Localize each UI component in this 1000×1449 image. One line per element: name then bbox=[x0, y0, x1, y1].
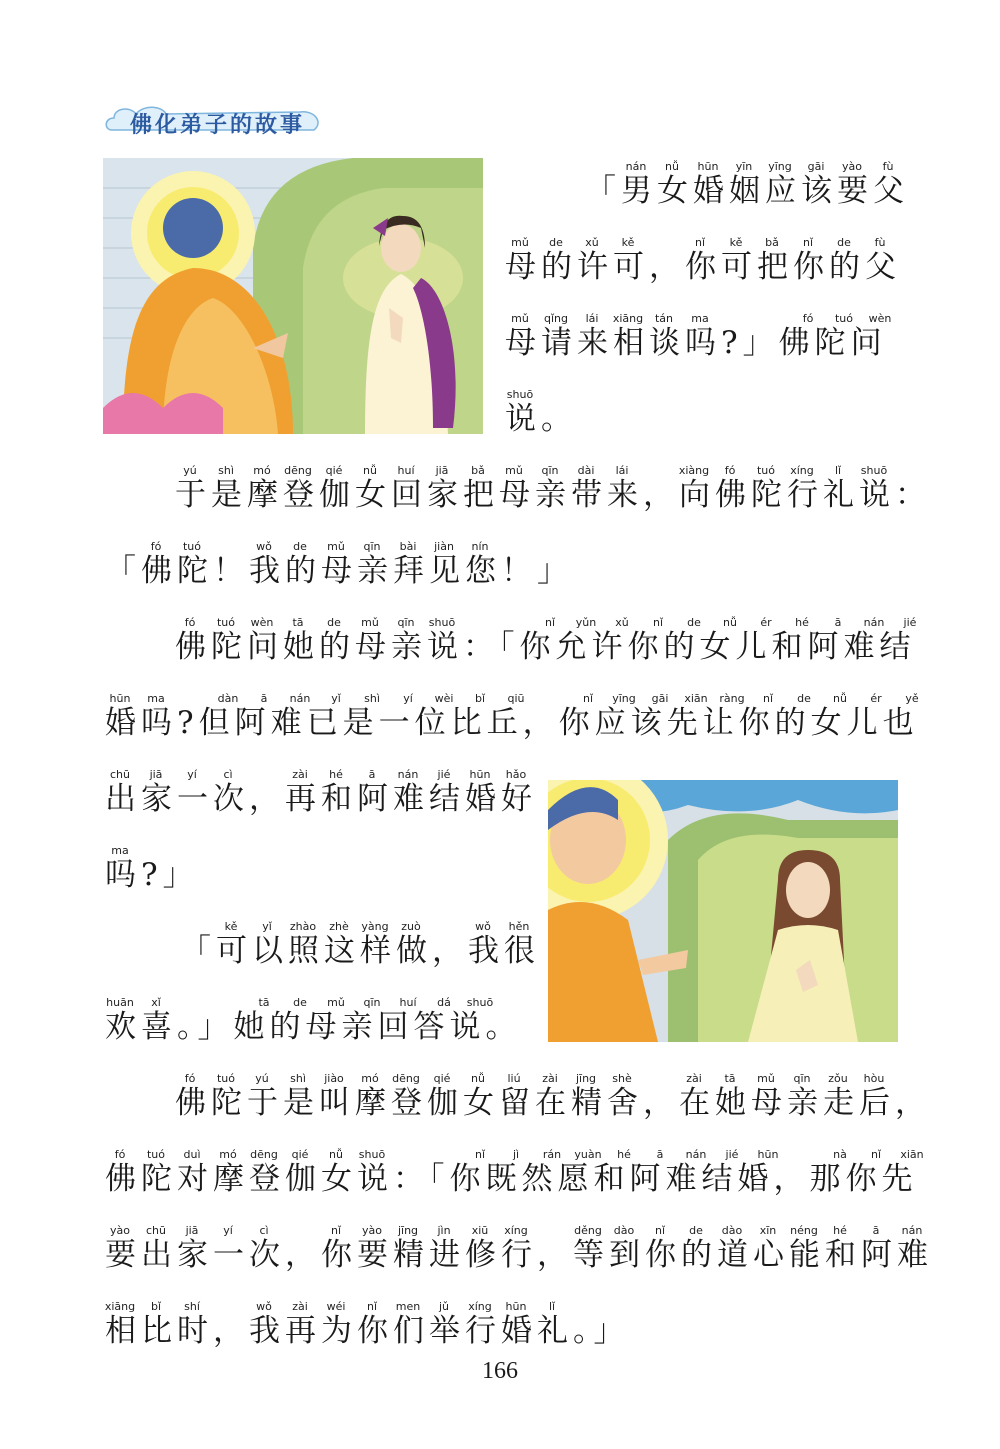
pinyin-syllable: dá bbox=[437, 996, 451, 1009]
illustration-buddha-and-mother bbox=[548, 780, 898, 1042]
pinyin-syllable: ā bbox=[834, 616, 842, 629]
pinyin-syllable: hé bbox=[329, 768, 343, 781]
text-line-5 bbox=[175, 464, 931, 534]
text-line-15 bbox=[105, 1224, 933, 1294]
pinyin-syllable: gāi bbox=[807, 160, 825, 173]
pinyin-syllable: ā bbox=[656, 1148, 664, 1161]
pinyin-syllable: zài bbox=[686, 1072, 702, 1085]
pinyin-syllable: zài bbox=[292, 768, 308, 781]
pinyin-syllable: xǔ bbox=[615, 616, 629, 629]
pinyin-syllable: yīng bbox=[612, 692, 636, 705]
pinyin-syllable: huí bbox=[399, 996, 417, 1009]
pinyin-syllable: yàng bbox=[361, 920, 389, 933]
pinyin-syllable: duì bbox=[183, 1148, 201, 1161]
pinyin-syllable: jiàn bbox=[434, 540, 454, 553]
pinyin-syllable: nǐ bbox=[694, 236, 706, 249]
pinyin-syllable: nǐ bbox=[544, 616, 556, 629]
pinyin-syllable: mǔ bbox=[327, 996, 345, 1009]
pinyin-syllable: hūn bbox=[697, 160, 719, 173]
text-hanzi: 「可以照这样做，我很 bbox=[180, 933, 540, 969]
pinyin-syllable: yuàn bbox=[574, 1148, 602, 1161]
pinyin-syllable: dēng bbox=[250, 1148, 278, 1161]
pinyin-syllable: jiā bbox=[435, 464, 449, 477]
pinyin-syllable: mǔ bbox=[511, 312, 529, 325]
pinyin-syllable: bǎ bbox=[471, 464, 485, 477]
pinyin-syllable: mǔ bbox=[361, 616, 379, 629]
pinyin-syllable: rán bbox=[542, 1148, 562, 1161]
text-hanzi: 母的许可，你可把你的父 bbox=[505, 249, 901, 285]
text-hanzi: 说。 bbox=[505, 401, 577, 437]
pinyin-syllable: nán bbox=[289, 692, 311, 705]
book-title: 佛化弟子的故事 bbox=[130, 112, 306, 138]
pinyin-syllable: tuó bbox=[756, 464, 776, 477]
pinyin-syllable: nǐ bbox=[582, 692, 594, 705]
text-hanzi: 相比时，我再为你们举行婚礼。」 bbox=[105, 1313, 630, 1349]
pinyin-syllable: mó bbox=[361, 1072, 379, 1085]
text-hanzi: 「男女婚姻应该要父 bbox=[585, 173, 909, 209]
chapter-header bbox=[100, 100, 330, 144]
pinyin-syllable: yīng bbox=[768, 160, 792, 173]
pinyin-syllable: shuō bbox=[506, 388, 534, 401]
pinyin-syllable: fó bbox=[150, 540, 162, 553]
pinyin-syllable: nán bbox=[625, 160, 647, 173]
text-hanzi: 婚吗?但阿难已是一位比丘，你应该先让你的女儿也 bbox=[105, 705, 919, 741]
pinyin-syllable: lǐ bbox=[834, 464, 842, 477]
pinyin-syllable: de bbox=[687, 616, 701, 629]
pinyin-syllable: tuó bbox=[182, 540, 202, 553]
pinyin-syllable: dào bbox=[721, 1224, 743, 1237]
pinyin-syllable: yě bbox=[905, 692, 919, 705]
pinyin-syllable: fó bbox=[184, 616, 196, 629]
text-hanzi: 出家一次，再和阿难结婚好 bbox=[105, 781, 537, 817]
pinyin-syllable: hǎo bbox=[505, 768, 527, 781]
pinyin-syllable: nǐ bbox=[366, 1300, 378, 1313]
pinyin-syllable: wéi bbox=[326, 1300, 346, 1313]
pinyin-syllable: zài bbox=[292, 1300, 308, 1313]
text-line-9 bbox=[105, 768, 535, 838]
text-line-14 bbox=[105, 1148, 924, 1218]
pinyin-syllable: de bbox=[327, 616, 341, 629]
pinyin-syllable: zǒu bbox=[828, 1072, 848, 1085]
illustration-buddha-and-maiden bbox=[103, 158, 483, 434]
pinyin-syllable: wèn bbox=[250, 616, 274, 629]
pinyin-syllable: jìn bbox=[437, 1224, 451, 1237]
pinyin-syllable: yào bbox=[362, 1224, 382, 1237]
pinyin-syllable: yǐ bbox=[331, 692, 341, 705]
text-line-1 bbox=[585, 160, 909, 230]
pinyin-syllable: nǚ bbox=[471, 1072, 485, 1085]
pinyin-syllable: zhào bbox=[289, 920, 317, 933]
text-hanzi: 「佛陀！我的母亲拜见您！」 bbox=[105, 553, 573, 589]
pinyin-syllable: jiào bbox=[324, 1072, 344, 1085]
text-line-7 bbox=[175, 616, 917, 686]
pinyin-syllable: bǐ bbox=[474, 692, 486, 705]
text-line-11 bbox=[180, 920, 540, 990]
pinyin-syllable: kě bbox=[224, 920, 238, 933]
pinyin-syllable: hé bbox=[795, 616, 809, 629]
pinyin-syllable: mǔ bbox=[505, 464, 523, 477]
pinyin-syllable: xiān bbox=[684, 692, 708, 705]
pinyin-syllable: děng bbox=[574, 1224, 602, 1237]
text-hanzi: 欢喜。」她的母亲回答说。 bbox=[105, 1009, 522, 1045]
pinyin-syllable: yí bbox=[187, 768, 197, 781]
pinyin-syllable: néng bbox=[790, 1224, 818, 1237]
text-hanzi: 母请来相谈吗?」佛陀问 bbox=[505, 325, 887, 361]
pinyin-syllable: bài bbox=[399, 540, 417, 553]
pinyin-syllable: cì bbox=[223, 768, 233, 781]
pinyin-syllable: nán bbox=[901, 1224, 923, 1237]
pinyin-syllable: hé bbox=[617, 1148, 631, 1161]
pinyin-syllable: qīn bbox=[363, 996, 381, 1009]
pinyin-syllable: ā bbox=[368, 768, 376, 781]
pinyin-syllable: shuō bbox=[358, 1148, 386, 1161]
pinyin-syllable: mǔ bbox=[757, 1072, 775, 1085]
pinyin-syllable: qié bbox=[433, 1072, 451, 1085]
pinyin-syllable: lái bbox=[615, 464, 629, 477]
pinyin-syllable: mǔ bbox=[327, 540, 345, 553]
pinyin-syllable: xíng bbox=[468, 1300, 492, 1313]
pinyin-syllable: qié bbox=[325, 464, 343, 477]
pinyin-syllable: dàn bbox=[217, 692, 239, 705]
pinyin-syllable: nán bbox=[863, 616, 885, 629]
text-line-8 bbox=[105, 692, 919, 762]
pinyin-syllable: yí bbox=[223, 1224, 233, 1237]
pinyin-syllable: nǚ bbox=[723, 616, 737, 629]
pinyin-syllable: zuò bbox=[401, 920, 421, 933]
text-hanzi: 佛陀问她的母亲说：「你允许你的女儿和阿难结 bbox=[175, 629, 916, 665]
text-line-4 bbox=[505, 388, 905, 458]
pinyin-syllable: nǚ bbox=[833, 692, 847, 705]
pinyin-syllable: jì bbox=[512, 1148, 520, 1161]
pinyin-syllable: xiū bbox=[471, 1224, 489, 1237]
pinyin-syllable: nǐ bbox=[652, 616, 664, 629]
pinyin-syllable: hūn bbox=[469, 768, 491, 781]
pinyin-syllable: lǐ bbox=[548, 1300, 556, 1313]
pinyin-syllable: gāi bbox=[651, 692, 669, 705]
pinyin-syllable: mǔ bbox=[511, 236, 529, 249]
pinyin-syllable: chū bbox=[110, 768, 130, 781]
pinyin-syllable: de bbox=[549, 236, 563, 249]
pinyin-syllable: yǐ bbox=[262, 920, 272, 933]
pinyin-syllable: kě bbox=[729, 236, 743, 249]
pinyin-syllable: dēng bbox=[392, 1072, 420, 1085]
pinyin-syllable: ā bbox=[260, 692, 268, 705]
pinyin-syllable: yào bbox=[110, 1224, 130, 1237]
pinyin-syllable: yào bbox=[842, 160, 862, 173]
pinyin-syllable: tuó bbox=[834, 312, 854, 325]
pinyin-syllable: ma bbox=[111, 844, 129, 857]
pinyin-syllable: hěn bbox=[508, 920, 530, 933]
pinyin-syllable: shuō bbox=[860, 464, 888, 477]
pinyin-syllable: de bbox=[293, 540, 307, 553]
text-line-3 bbox=[505, 312, 905, 382]
text-hanzi: 佛陀对摩登伽女说：「你既然愿和阿难结婚，那你先 bbox=[105, 1161, 918, 1197]
pinyin-syllable: qǐng bbox=[544, 312, 568, 325]
pinyin-syllable: xīn bbox=[759, 1224, 777, 1237]
pinyin-syllable: jīng bbox=[575, 1072, 597, 1085]
pinyin-syllable: dài bbox=[577, 464, 595, 477]
pinyin-syllable: xiāng bbox=[612, 312, 644, 325]
pinyin-syllable: xíng bbox=[790, 464, 814, 477]
pinyin-syllable: ma bbox=[147, 692, 165, 705]
pinyin-syllable: shì bbox=[290, 1072, 306, 1085]
pinyin-syllable: tuó bbox=[146, 1148, 166, 1161]
pinyin-syllable: bǎ bbox=[765, 236, 779, 249]
pinyin-syllable: nǚ bbox=[665, 160, 679, 173]
pinyin-syllable: mó bbox=[219, 1148, 237, 1161]
pinyin-syllable: wǒ bbox=[256, 540, 272, 553]
pinyin-syllable: dēng bbox=[284, 464, 312, 477]
pinyin-syllable: fó bbox=[114, 1148, 126, 1161]
pinyin-syllable: jié bbox=[437, 768, 451, 781]
pinyin-syllable: xíng bbox=[504, 1224, 528, 1237]
pinyin-syllable: ér bbox=[870, 692, 882, 705]
pinyin-syllable: jǔ bbox=[438, 1300, 450, 1313]
text-hanzi: 要出家一次，你要精进修行，等到你的道心能和阿难 bbox=[105, 1237, 933, 1273]
pinyin-syllable: fó bbox=[724, 464, 736, 477]
pinyin-syllable: lái bbox=[585, 312, 599, 325]
pinyin-syllable: yīn bbox=[735, 160, 753, 173]
text-line-10 bbox=[105, 844, 535, 914]
pinyin-syllable: qiū bbox=[507, 692, 525, 705]
pinyin-syllable: tuó bbox=[216, 616, 236, 629]
pinyin-syllable: nín bbox=[471, 540, 489, 553]
pinyin-syllable: de bbox=[837, 236, 851, 249]
pinyin-syllable: nǚ bbox=[329, 1148, 343, 1161]
pinyin-syllable: huān bbox=[106, 996, 134, 1009]
pinyin-syllable: mó bbox=[253, 464, 271, 477]
pinyin-syllable: ràng bbox=[719, 692, 745, 705]
pinyin-syllable: fó bbox=[802, 312, 814, 325]
pinyin-syllable: nǐ bbox=[762, 692, 774, 705]
pinyin-syllable: de bbox=[293, 996, 307, 1009]
text-line-13 bbox=[175, 1072, 931, 1142]
pinyin-syllable: men bbox=[395, 1300, 421, 1313]
pinyin-syllable: xiāng bbox=[104, 1300, 136, 1313]
pinyin-syllable: chū bbox=[146, 1224, 166, 1237]
pinyin-syllable: jiā bbox=[185, 1224, 199, 1237]
pinyin-syllable: hūn bbox=[109, 692, 131, 705]
pinyin-syllable: huí bbox=[397, 464, 415, 477]
pinyin-syllable: shí bbox=[184, 1300, 200, 1313]
pinyin-syllable: dào bbox=[613, 1224, 635, 1237]
pinyin-syllable: zhè bbox=[329, 920, 349, 933]
pinyin-syllable: xǔ bbox=[585, 236, 599, 249]
text-hanzi: 于是摩登伽女回家把母亲带来，向佛陀行礼说： bbox=[175, 477, 931, 513]
pinyin-syllable: cì bbox=[259, 1224, 269, 1237]
pinyin-syllable: xǐ bbox=[151, 996, 161, 1009]
text-line-6 bbox=[105, 540, 905, 610]
pinyin-syllable: ā bbox=[872, 1224, 880, 1237]
pinyin-syllable: nán bbox=[397, 768, 419, 781]
pinyin-syllable: shuō bbox=[466, 996, 494, 1009]
pinyin-syllable: qīn bbox=[397, 616, 415, 629]
pinyin-syllable: tuó bbox=[216, 1072, 236, 1085]
pinyin-syllable: wèi bbox=[434, 692, 454, 705]
pinyin-syllable: yí bbox=[403, 692, 413, 705]
pinyin-syllable: hūn bbox=[505, 1300, 527, 1313]
pinyin-syllable: wèn bbox=[868, 312, 892, 325]
pinyin-syllable: yú bbox=[183, 464, 197, 477]
pinyin-syllable: jīng bbox=[397, 1224, 419, 1237]
pinyin-syllable: yú bbox=[255, 1072, 269, 1085]
page-number: 166 bbox=[482, 1358, 518, 1384]
text-hanzi: 佛陀于是叫摩登伽女留在精舍，在她母亲走后， bbox=[175, 1085, 931, 1121]
pinyin-syllable: wǒ bbox=[475, 920, 491, 933]
pinyin-syllable: tā bbox=[292, 616, 304, 629]
pinyin-syllable: tā bbox=[258, 996, 270, 1009]
pinyin-syllable: shì bbox=[218, 464, 234, 477]
pinyin-syllable: fù bbox=[882, 160, 894, 173]
pinyin-syllable: liú bbox=[507, 1072, 521, 1085]
pinyin-syllable: kě bbox=[621, 236, 635, 249]
pinyin-syllable: nǐ bbox=[654, 1224, 666, 1237]
pinyin-syllable: fó bbox=[184, 1072, 196, 1085]
pinyin-syllable: de bbox=[689, 1224, 703, 1237]
pinyin-syllable: xiàng bbox=[678, 464, 710, 477]
pinyin-syllable: shuō bbox=[428, 616, 456, 629]
pinyin-syllable: ér bbox=[760, 616, 772, 629]
text-hanzi: 吗?」 bbox=[105, 857, 199, 893]
pinyin-syllable: qīn bbox=[793, 1072, 811, 1085]
pinyin-syllable: ma bbox=[691, 312, 709, 325]
pinyin-syllable: nǐ bbox=[870, 1148, 882, 1161]
pinyin-syllable: zài bbox=[542, 1072, 558, 1085]
pinyin-syllable: nǚ bbox=[363, 464, 377, 477]
pinyin-syllable: nán bbox=[685, 1148, 707, 1161]
pinyin-syllable: yǔn bbox=[575, 616, 597, 629]
pinyin-syllable: tā bbox=[724, 1072, 736, 1085]
pinyin-syllable: shè bbox=[612, 1072, 632, 1085]
pinyin-syllable: tán bbox=[654, 312, 674, 325]
pinyin-syllable: shì bbox=[364, 692, 380, 705]
text-line-2 bbox=[505, 236, 905, 306]
pinyin-syllable: nǐ bbox=[474, 1148, 486, 1161]
pinyin-syllable: jié bbox=[903, 616, 917, 629]
pinyin-syllable: wǒ bbox=[256, 1300, 272, 1313]
pinyin-syllable: nà bbox=[833, 1148, 847, 1161]
pinyin-syllable: nǐ bbox=[330, 1224, 342, 1237]
pinyin-syllable: bǐ bbox=[150, 1300, 162, 1313]
pinyin-syllable: de bbox=[797, 692, 811, 705]
pinyin-syllable: qīn bbox=[363, 540, 381, 553]
pinyin-syllable: jié bbox=[725, 1148, 739, 1161]
text-line-12 bbox=[105, 996, 535, 1066]
pinyin-syllable: hūn bbox=[757, 1148, 779, 1161]
pinyin-syllable: jiā bbox=[149, 768, 163, 781]
pinyin-syllable: fù bbox=[874, 236, 886, 249]
pinyin-syllable: nǐ bbox=[802, 236, 814, 249]
pinyin-syllable: hòu bbox=[863, 1072, 885, 1085]
pinyin-syllable: hé bbox=[833, 1224, 847, 1237]
pinyin-syllable: xiān bbox=[900, 1148, 924, 1161]
pinyin-syllable: qié bbox=[291, 1148, 309, 1161]
pinyin-syllable: qīn bbox=[541, 464, 559, 477]
